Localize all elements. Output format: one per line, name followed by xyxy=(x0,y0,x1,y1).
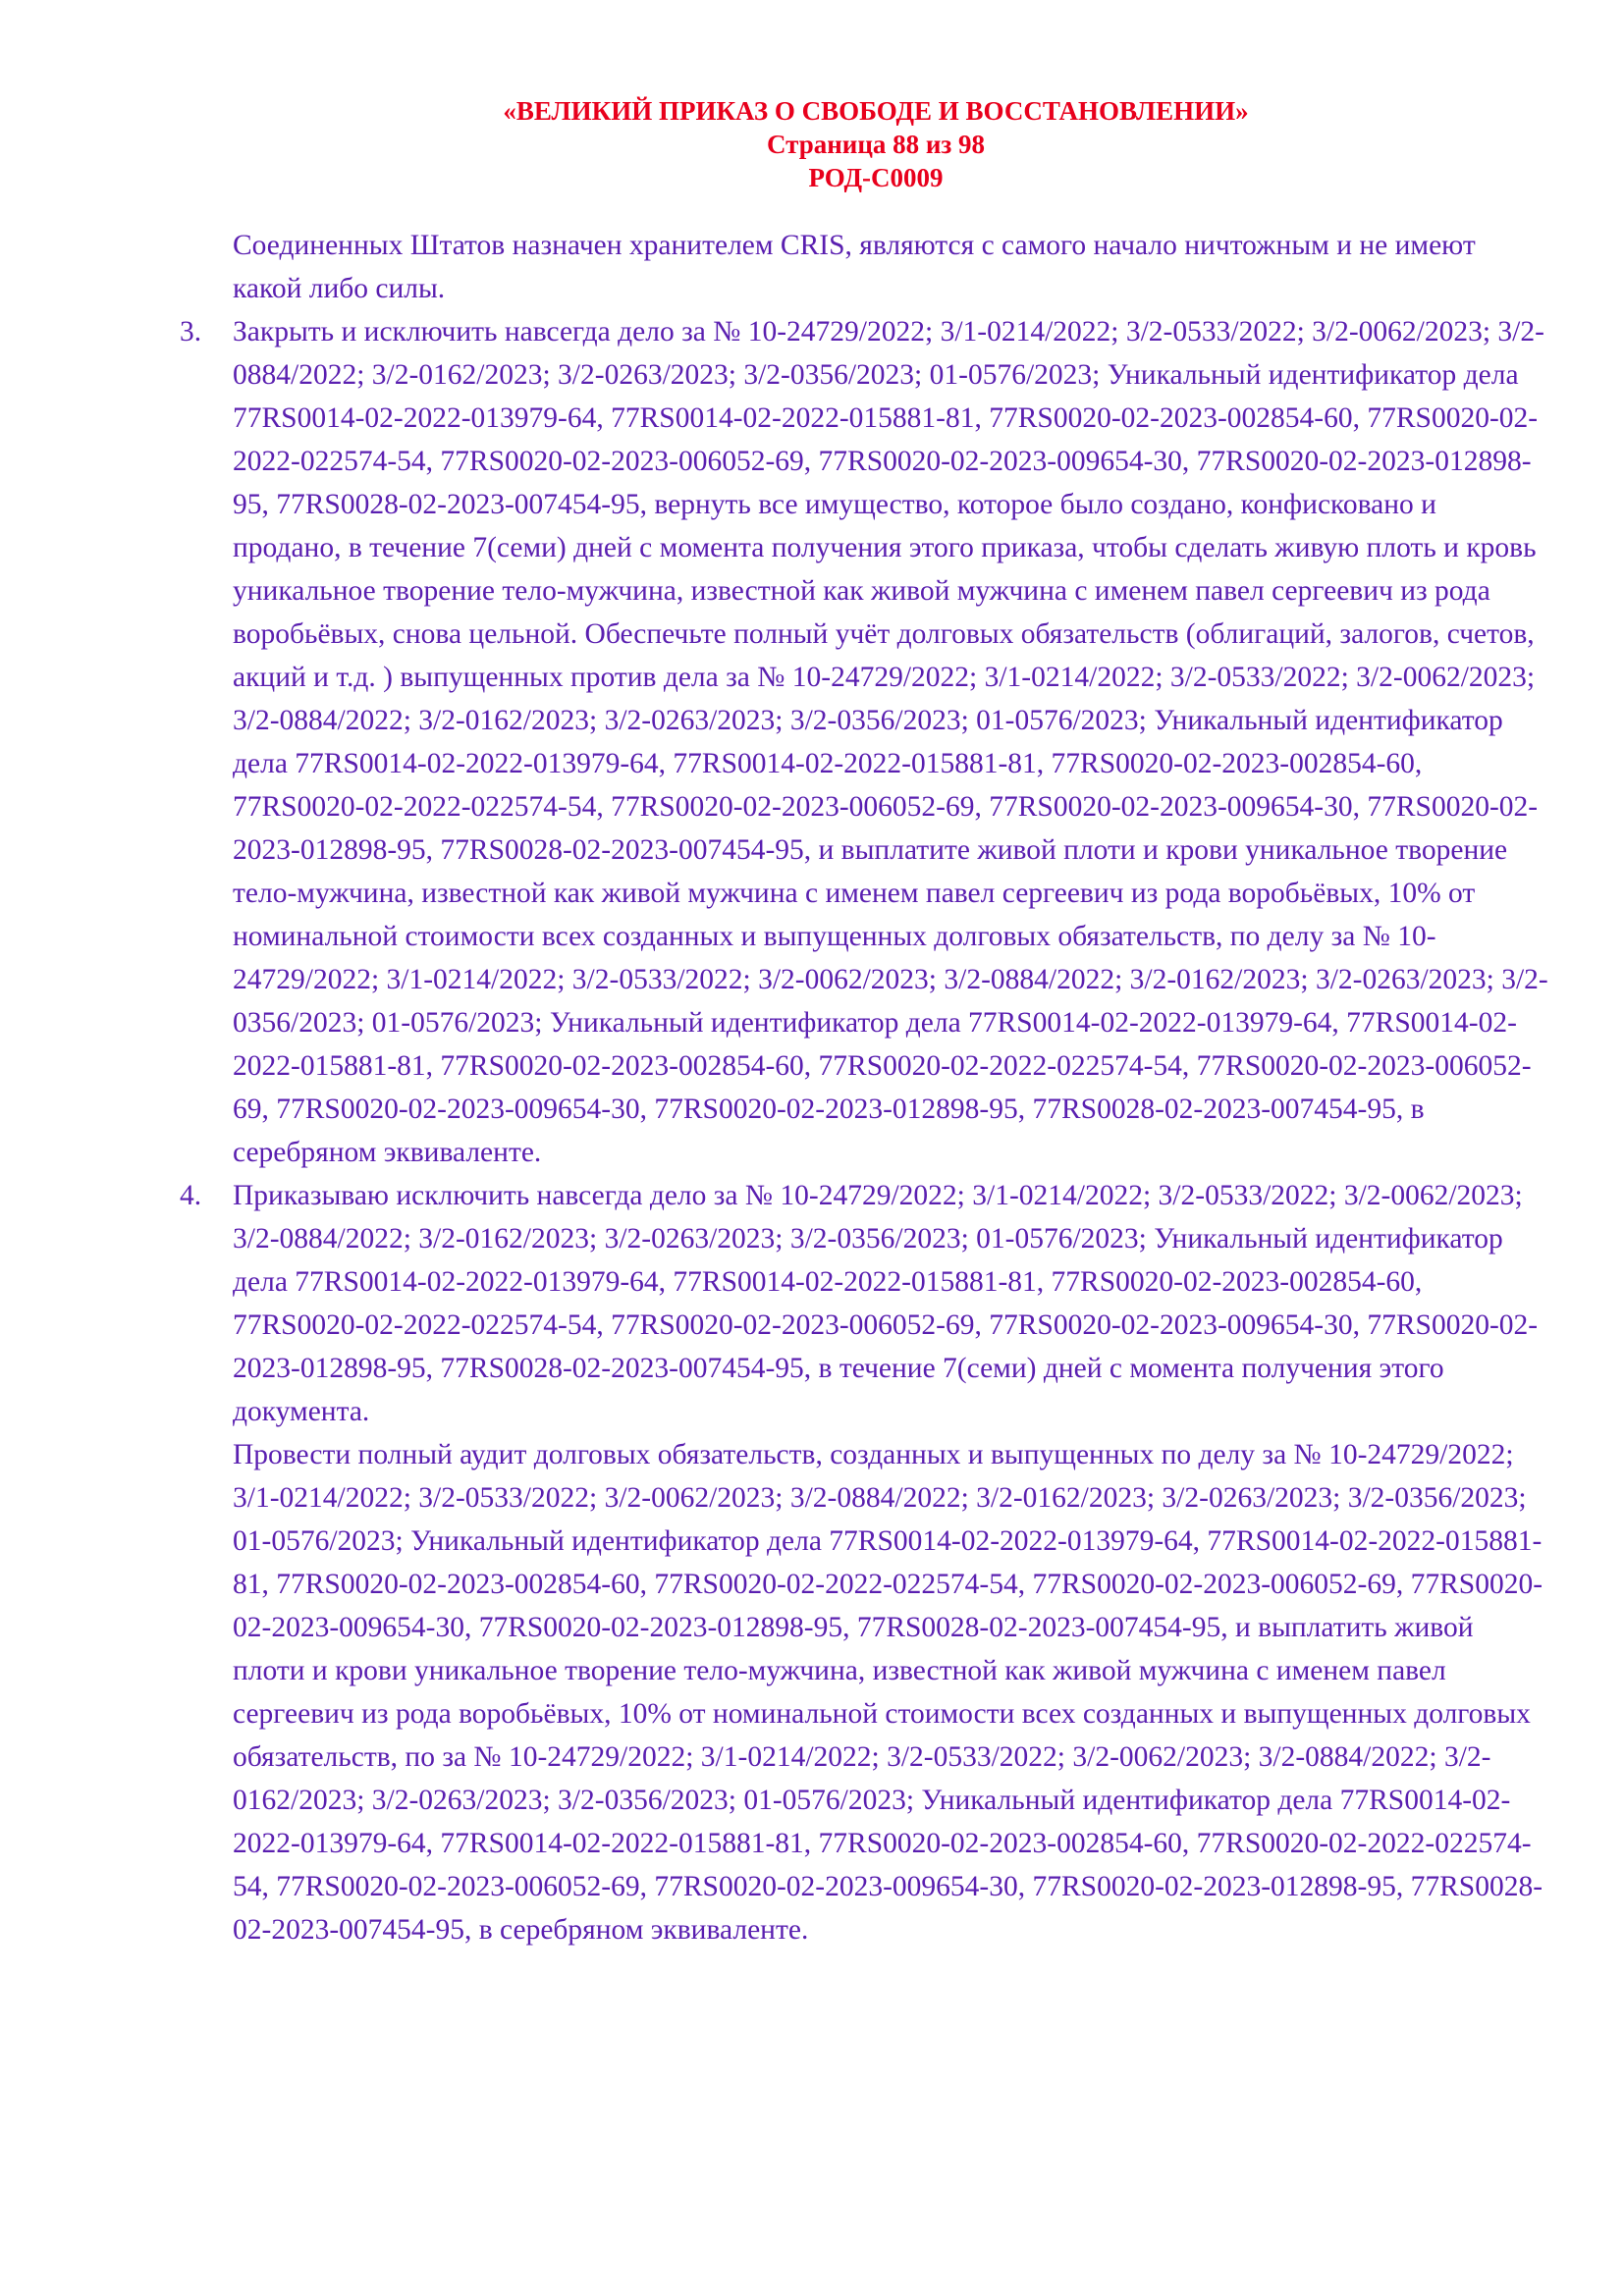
page-counter: Страница 88 из 98 xyxy=(766,130,986,159)
list-item-3 xyxy=(180,310,1548,1174)
list-item-text: Закрыть и исключить навсегда дело за № 10-24729/2022; 3/1-0214/2022; 3/2-0533/2022; 3/2-0062/2023; 3/2-0884/2022; 3/2-0162/2023; 3/2-0263/2023; 3/2-0356/2023; 01-0576/2023; Уникальный идентификатор дела 77RS0014-02-2022-013979-64, 77RS0014-02-2022-015881-81, 77RS0020-02-2023-002854-60, 77RS0020-02-2022-022574-54, 77RS0020-02-2023-006052-69, 77RS0020-02-2023-009654-30, 77RS0020-02-2023-012898-95, 77RS0028-02-2023-007454-95, вернуть все имущество, которое было создано, конфисковано и продано, в течение 7(семи) дней с момента получения этого приказа, чтобы сделать живую плоть и кровь уникальное творение тело-мужчина, известной как живой мужчина с именем павел сергеевич из рода воробьёвых, снова цельной. Обеспечьте полный учёт долговых обязательств (облигаций, залогов, счетов, акций и т.д. ) выпущенных против дела за № 10-24729/2022; 3/1-0214/2022; 3/2-0533/2022; 3/2-0062/2023; 3/2-0884/2022; 3/2-0162/2023; 3/2-0263/2023; 3/2-0356/2023; 01-0576/2023; Уникальный идентификатор дела 77RS0014-02-2022-013979-64, 77RS0014-02-2022-015881-81, 77RS0020-02-2023-002854-60, 77RS0020-02-2022-022574-54, 77RS0020-02-2023-006052-69, 77RS0020-02-2023-009654-30, 77RS0020-02-2023-012898-95, 77RS0028-02-2023-007454-95, и выплатите живой плоти и крови уникальное творение тело-мужчина, известной как живой мужчина с именем павел сергеевич из рода воробьёвых, 10% от номинальной стоимости всех созданных и выпущенных долговых обязательств, по делу за № 10-24729/2022; 3/1-0214/2022; 3/2-0533/2022; 3/2-0062/2023; 3/2-0884/2022; 3/2-0162/2023; 3/2-0263/2023; 3/2-0356/2023; 01-0576/2023; Уникальный идентификатор дела 77RS0014-02-2022-013979-64, 77RS0014-02-2022-015881-81, 77RS0020-02-2023-002854-60, 77RS0020-02-2022-022574-54, 77RS0020-02-2023-006052-69, 77RS0020-02-2023-009654-30, 77RS0020-02-2023-012898-95, 77RS0028-02-2023-007454-95, в серебряном эквиваленте. xyxy=(233,316,1548,1168)
list-number: 4. xyxy=(180,1180,202,1211)
continuation-paragraph: Соединенных Штатов назначен хранителем CRIS, являются с самого начало ничтожным и не имеют какой либо силы. xyxy=(233,230,1476,304)
list-item-text-part-2: Провести полный аудит долговых обязательств, созданных и выпущенных по делу за № 10-24729/2022; 3/1-0214/2022; 3/2-0533/2022; 3/2-0062/2023; 3/2-0884/2022; 3/2-0162/2023; 3/2-0263/2023; 3/2-0356/2023; 01-0576/2023; Уникальный идентификатор дела 77RS0014-02-2022-013979-64, 77RS0014-02-2022-015881-81, 77RS0020-02-2023-002854-60, 77RS0020-02-2022-022574-54, 77RS0020-02-2023-006052-69, 77RS0020-02-2023-009654-30, 77RS0020-02-2023-012898-95, 77RS0028-02-2023-007454-95, и выплатить живой плоти и крови уникальное творение тело-мужчина, известной как живой мужчина с именем павел сергеевич из рода воробьёвых, 10% от номинальной стоимости всех созданных и выпущенных долговых обязательств, по за № 10-24729/2022; 3/1-0214/2022; 3/2-0533/2022; 3/2-0062/2023; 3/2-0884/2022; 3/2-0162/2023; 3/2-0263/2023; 3/2-0356/2023; 01-0576/2023; Уникальный идентификатор дела 77RS0014-02-2022-013979-64, 77RS0014-02-2022-015881-81, 77RS0020-02-2023-002854-60, 77RS0020-02-2022-022574-54, 77RS0020-02-2023-006052-69, 77RS0020-02-2023-009654-30, 77RS0020-02-2023-012898-95, 77RS0028-02-2023-007454-95, в серебряном эквиваленте. xyxy=(233,1439,1543,1946)
document-body xyxy=(180,224,1548,1951)
document-code: РОД-С0009 xyxy=(808,163,944,192)
document-title: «ВЕЛИКИЙ ПРИКАЗ О СВОБОДЕ И ВОССТАНОВЛЕНИИ» xyxy=(503,96,1249,126)
list-number: 3. xyxy=(180,316,202,347)
document-header xyxy=(0,94,1624,194)
list-item-text-part-1: Приказываю исключить навсегда дело за № 10-24729/2022; 3/1-0214/2022; 3/2-0533/2022; 3/2-0062/2023; 3/2-0884/2022; 3/2-0162/2023; 3/2-0263/2023; 3/2-0356/2023; 01-0576/2023; Уникальный идентификатор дела 77RS0014-02-2022-013979-64, 77RS0014-02-2022-015881-81, 77RS0020-02-2023-002854-60, 77RS0020-02-2022-022574-54, 77RS0020-02-2023-006052-69, 77RS0020-02-2023-009654-30, 77RS0020-02-2023-012898-95, 77RS0028-02-2023-007454-95, в течение 7(семи) дней с момента получения этого документа. xyxy=(233,1180,1539,1427)
list-item-4 xyxy=(180,1174,1548,1951)
